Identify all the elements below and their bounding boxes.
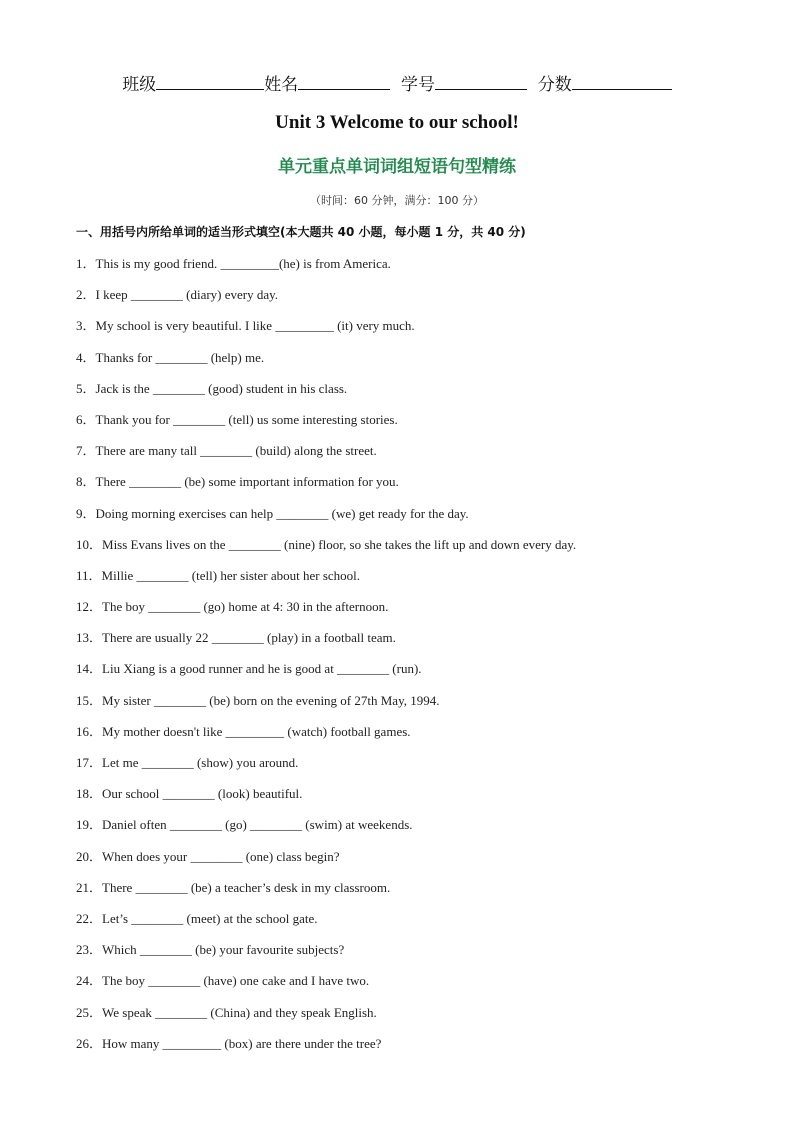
- question-item: [76, 878, 756, 909]
- question-item: [76, 316, 756, 347]
- question-item: [76, 628, 756, 659]
- question-text: My school is very beautiful. I like _________ (it) very much.: [95, 318, 415, 334]
- question-number: 18．: [76, 786, 103, 802]
- question-text: Let me ________ (show) you around.: [102, 755, 299, 770]
- question-number: 6．: [76, 411, 96, 427]
- question-text: Doing morning exercises can help ________ (we) get ready for the day.: [95, 505, 469, 521]
- question-text: There ________ (be) a teacher’s desk in my classroom.: [102, 879, 391, 895]
- question-item: [76, 597, 756, 628]
- question-item: [76, 784, 756, 815]
- question-number: 1．: [76, 256, 96, 271]
- question-text: Which ________ (be) your favourite subjects?: [102, 942, 345, 958]
- student-no-label: 学号: [401, 75, 435, 95]
- question-item: [76, 940, 756, 971]
- question-item: [76, 379, 756, 410]
- question-item: [76, 722, 756, 753]
- question-text: We speak ________ (China) and they speak English.: [102, 1004, 377, 1020]
- question-item: [76, 566, 756, 597]
- question-item: [76, 815, 756, 846]
- question-number: 10．: [76, 536, 103, 552]
- question-text: There are many tall ________ (build) along the street.: [95, 443, 377, 459]
- name-blank: [298, 72, 390, 90]
- question-number: 20．: [76, 848, 103, 864]
- question-number: 13．: [76, 630, 103, 646]
- unit-subtitle: 单元重点单词词组短语句型精练: [278, 157, 516, 177]
- question-item: [76, 472, 756, 503]
- student-info-line: [0, 70, 794, 95]
- question-text: The boy ________ (go) home at 4: 30 in the afternoon.: [102, 599, 389, 615]
- question-number: 3．: [76, 318, 96, 334]
- score-blank: [572, 72, 672, 90]
- question-number: 17．: [76, 755, 103, 770]
- question-number: 8．: [76, 474, 96, 490]
- unit-title: Unit 3 Welcome to our school!: [275, 112, 519, 133]
- question-text: Miss Evans lives on the ________ (nine) floor, so she takes the lift up and down every day.: [102, 536, 577, 552]
- question-item: [76, 285, 756, 316]
- question-item: [76, 410, 756, 441]
- question-number: 14．: [76, 661, 103, 677]
- question-number: 11．: [76, 567, 102, 583]
- question-text: There are usually 22 ________ (play) in a football team.: [102, 630, 396, 646]
- question-item: [76, 441, 756, 472]
- question-text: Our school ________ (look) beautiful.: [102, 786, 303, 802]
- time-note: （时间：60 分钟，满分：100 分）: [310, 194, 484, 207]
- question-number: 26．: [76, 1035, 103, 1051]
- question-number: 12．: [76, 599, 103, 615]
- question-text: Thanks for ________ (help) me.: [95, 349, 265, 365]
- question-item: [76, 254, 756, 285]
- question-number: 19．: [76, 817, 103, 833]
- question-text: How many _________ (box) are there under the tree?: [102, 1035, 382, 1051]
- score-label: 分数: [537, 75, 572, 95]
- question-item: [76, 971, 756, 1002]
- question-text: Liu Xiang is a good runner and he is good at ________ (run).: [102, 661, 422, 677]
- question-text: Jack is the ________ (good) student in his class.: [95, 380, 348, 396]
- question-number: 25．: [76, 1004, 103, 1020]
- question-text: Millie ________ (tell) her sister about her school.: [101, 567, 361, 583]
- question-text: I keep ________ (diary) every day.: [95, 287, 279, 303]
- question-number: 16．: [76, 723, 103, 739]
- class-blank: [156, 72, 264, 90]
- question-item: [76, 348, 756, 379]
- question-number: 22．: [76, 910, 103, 926]
- question-text: This is my good friend. _________(he) is from America.: [95, 256, 391, 271]
- question-number: 2．: [76, 287, 96, 303]
- question-number: 7．: [76, 443, 96, 459]
- question-number: 23．: [76, 942, 103, 958]
- question-text: Daniel often ________ (go) ________ (swim) at weekends.: [102, 817, 413, 833]
- question-text: There ________ (be) some important information for you.: [95, 474, 399, 490]
- section-heading: 一、用括号内所给单词的适当形式填空(本大题共 40 小题，每小题 1 分，共 40 分): [76, 225, 526, 239]
- question-item: [76, 909, 756, 940]
- question-item: [76, 659, 756, 690]
- question-text: Thank you for ________ (tell) us some interesting stories.: [95, 411, 398, 427]
- question-text: Let’s ________ (meet) at the school gate.: [102, 910, 318, 926]
- question-text: My sister ________ (be) born on the evening of 27th May, 1994.: [102, 692, 440, 708]
- question-item: [76, 1034, 756, 1065]
- question-item: [76, 847, 756, 878]
- student-no-blank: [435, 72, 527, 90]
- question-text: My mother doesn't like _________ (watch) football games.: [102, 723, 411, 739]
- class-label: 班级: [122, 75, 157, 95]
- question-number: 5．: [76, 380, 96, 396]
- question-number: 9．: [76, 505, 96, 521]
- question-item: [76, 1003, 756, 1034]
- question-item: [76, 691, 756, 722]
- question-item: [76, 535, 756, 566]
- question-text: The boy ________ (have) one cake and I have two.: [102, 973, 370, 989]
- question-number: 24．: [76, 973, 103, 989]
- question-number: 21．: [76, 879, 103, 895]
- question-text: When does your ________ (one) class begin?: [102, 848, 340, 864]
- question-number: 15．: [76, 692, 103, 708]
- question-list: [76, 254, 756, 1065]
- question-item: [76, 504, 756, 535]
- question-item: [76, 753, 756, 784]
- name-label: 姓名: [264, 75, 299, 95]
- question-number: 4．: [76, 349, 96, 365]
